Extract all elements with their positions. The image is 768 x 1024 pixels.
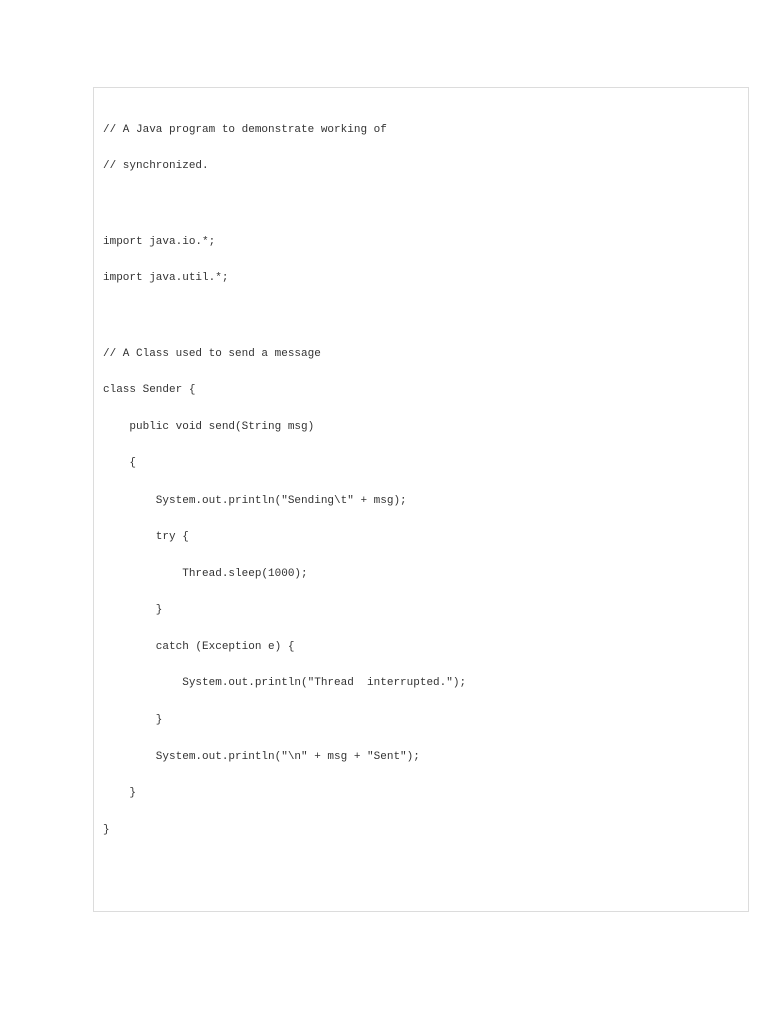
code-line-catch-close: } <box>103 714 163 726</box>
code-line-method-open: { <box>103 457 137 469</box>
code-line-class-close: } <box>103 824 110 836</box>
code-line-method-decl: public void send(String msg) <box>103 421 315 433</box>
code-line-class-decl: class Sender { <box>103 384 196 396</box>
code-line-print-interrupted: System.out.println("Thread interrupted."); <box>103 677 467 689</box>
code-line-comment-2: // synchronized. <box>103 160 209 172</box>
code-line-import-io: import java.io.*; <box>103 236 216 248</box>
code-line-method-close: } <box>103 787 137 799</box>
code-line-try: try { <box>103 531 189 543</box>
code-line-sleep: Thread.sleep(1000); <box>103 568 308 580</box>
code-line-print-sent: System.out.println("\n" + msg + "Sent"); <box>103 751 420 763</box>
code-line-print-sending: System.out.println("Sending\t" + msg); <box>103 495 407 507</box>
code-line-catch: catch (Exception e) { <box>103 641 295 653</box>
code-line-import-util: import java.util.*; <box>103 272 229 284</box>
code-line-comment-1: // A Java program to demonstrate working of <box>103 124 387 136</box>
code-line-try-close: } <box>103 604 163 616</box>
code-line-comment-class: // A Class used to send a message <box>103 348 321 360</box>
